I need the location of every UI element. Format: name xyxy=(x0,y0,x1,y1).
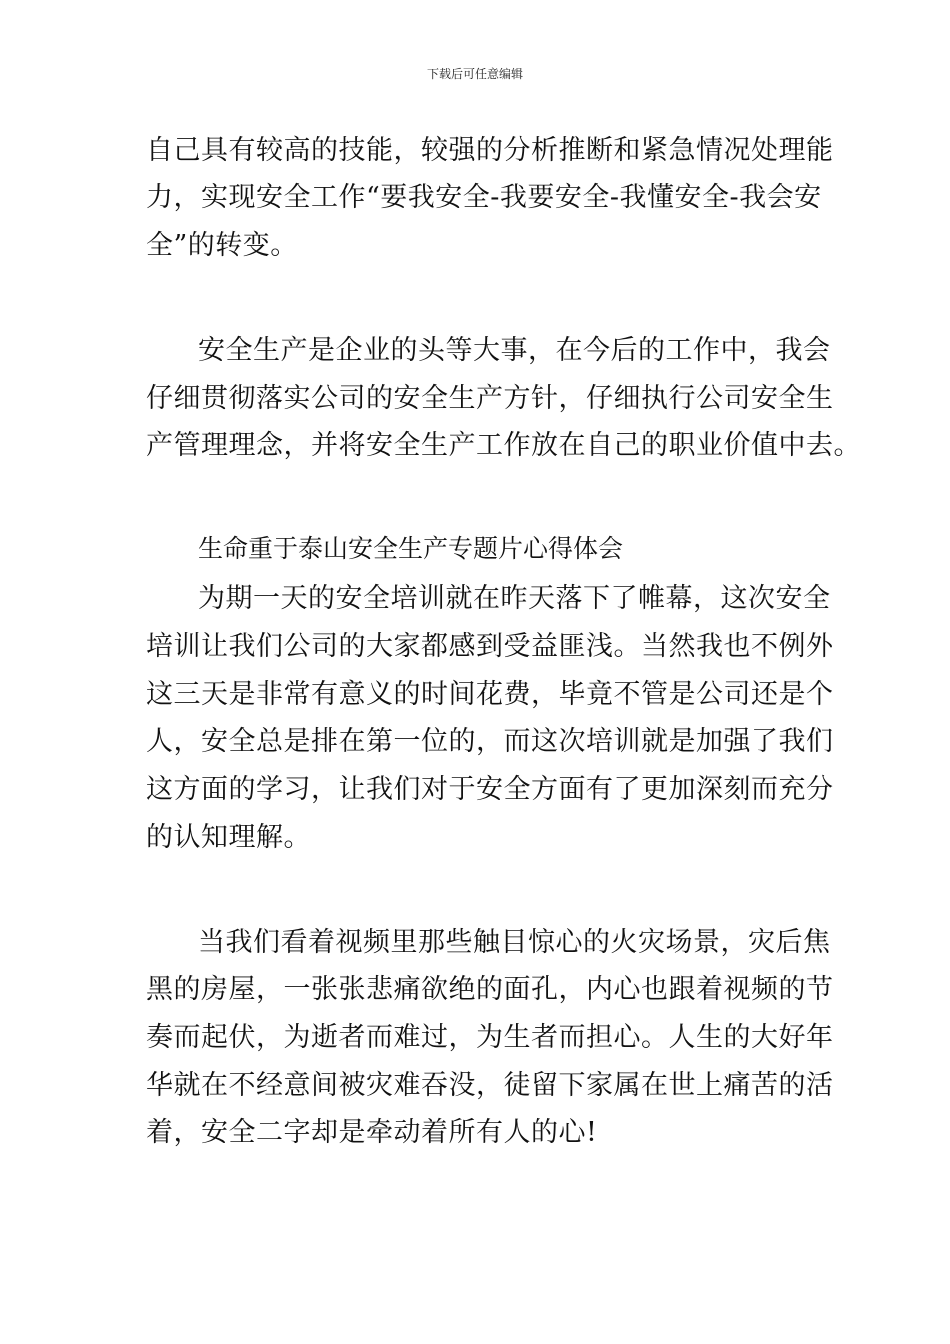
text-line: 当我们看着视频里那些触目惊心的火灾场景，灾后焦 xyxy=(198,927,831,958)
text-line: 安全生产是企业的头等大事，在今后的工作中，我会 xyxy=(198,335,831,366)
text-line: 奏而起伏，为逝者而难过，为生者而担心。人生的大好年 xyxy=(146,1022,834,1053)
text-line: 着，安全二字却是牵动着所有人的心! xyxy=(146,1117,598,1148)
text-line: 这方面的学习，让我们对于安全方面有了更加深刻而充分 xyxy=(146,774,834,805)
text-line: 这三天是非常有意义的时间花费，毕竟不管是公司还是个 xyxy=(146,679,834,710)
text-line: 为期一天的安全培训就在昨天落下了帷幕，这次安全 xyxy=(198,583,831,614)
text-line: 人，安全总是排在第一位的，而这次培训就是加强了我们 xyxy=(146,726,834,757)
text-line: 自己具有较高的技能，较强的分析推断和紧急情况处理能 xyxy=(146,135,834,166)
text-line: 华就在不经意间被灾难吞没，徒留下家属在世上痛苦的活 xyxy=(146,1070,834,1101)
text-line: 产管理理念，并将安全生产工作放在自己的职业价值中去。 xyxy=(146,430,861,461)
text-line: 全”的转变。 xyxy=(146,230,298,261)
page-header: 下载后可任意编辑 xyxy=(426,67,523,81)
text-line: 的认知理解。 xyxy=(146,822,311,853)
section-title: 生命重于泰山安全生产专题片心得体会 xyxy=(198,534,624,563)
text-line: 黑的房屋，一张张悲痛欲绝的面孔，内心也跟着视频的节 xyxy=(146,974,834,1005)
text-line: 培训让我们公司的大家都感到受益匪浅。当然我也不例外 xyxy=(146,631,834,662)
text-line: 力，实现安全工作“要我安全-我要安全-我懂安全-我会安 xyxy=(146,182,822,213)
text-line: 仔细贯彻落实公司的安全生产方针，仔细执行公司安全生 xyxy=(146,383,834,414)
